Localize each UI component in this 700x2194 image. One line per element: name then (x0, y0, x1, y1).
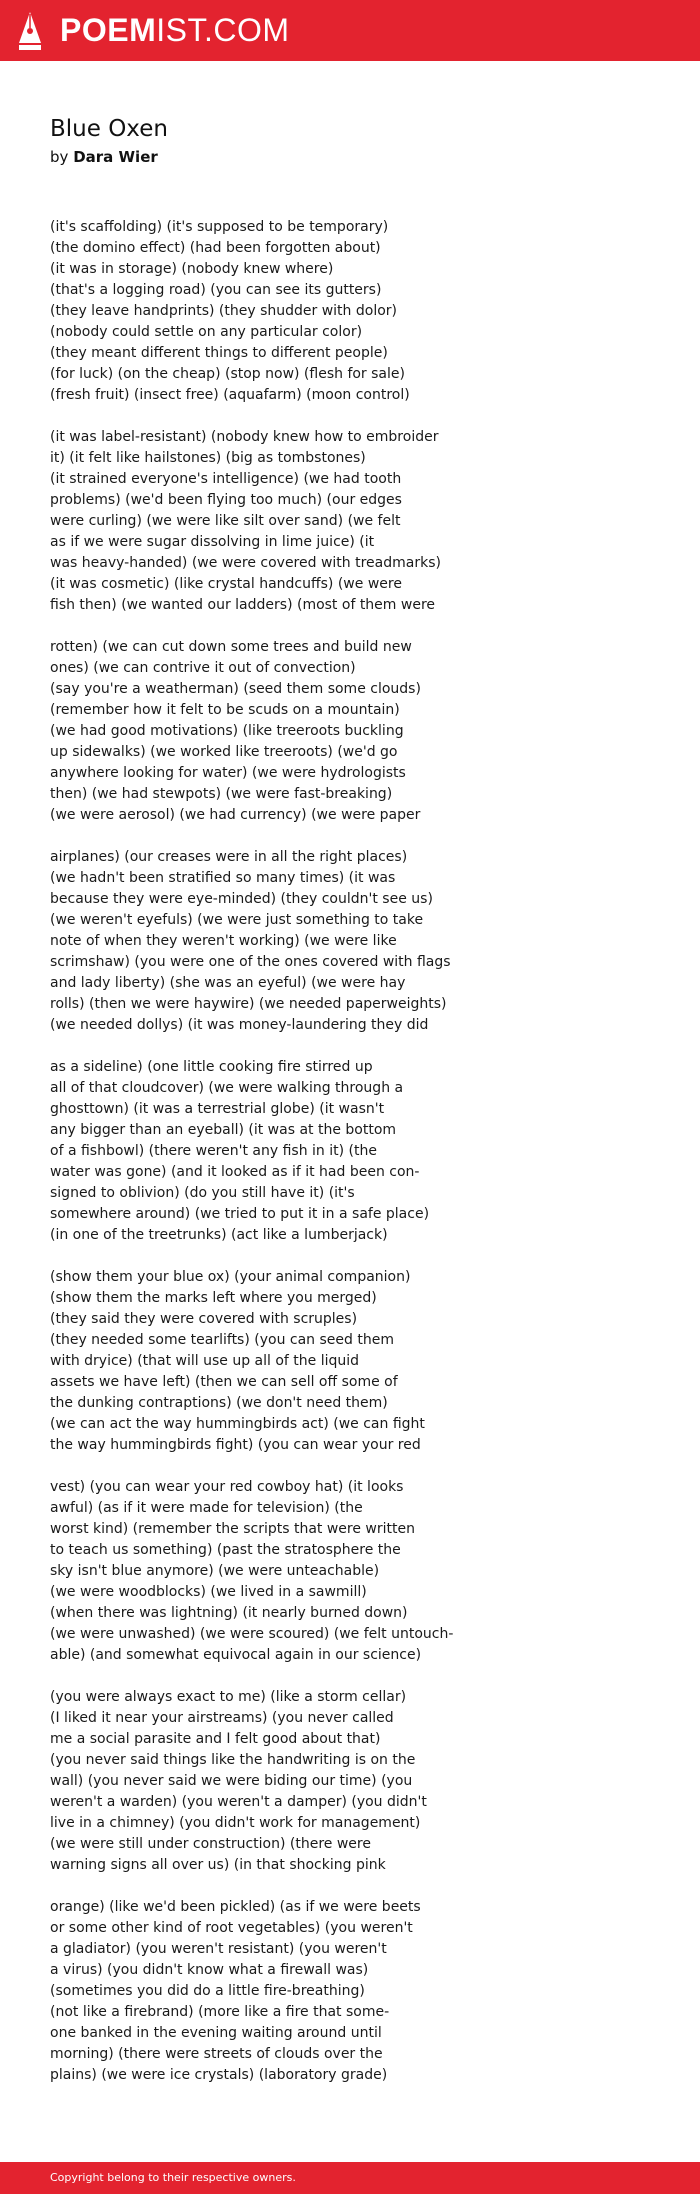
copyright-notice: Copyright belong to their respective owners. (50, 2171, 296, 2184)
poem-line: (it was label-resistant) (nobody knew how to embroider (50, 429, 439, 445)
stanza (50, 1267, 650, 1456)
poem-line: (for luck) (on the cheap) (stop now) (flesh for sale) (50, 366, 405, 382)
poem-line: as a sideline) (one little cooking fire stirred up (50, 1059, 373, 1075)
stanza (50, 1897, 650, 2086)
poem-line: was heavy-handed) (we were covered with treadmarks) (50, 555, 441, 571)
poem-line: (that's a logging road) (you can see its gutters) (50, 282, 382, 298)
logo-bold-text: POEM (60, 12, 157, 48)
poem-line: (we weren't eyefuls) (we were just something to take (50, 912, 424, 928)
poem-line: (we were still under construction) (there were (50, 1836, 371, 1852)
poem-line: (in one of the treetrunks) (act like a lumberjack) (50, 1227, 388, 1243)
poem-line: or some other kind of root vegetables) (you weren't (50, 1920, 413, 1936)
poem-line: warning signs all over us) (in that shocking pink (50, 1857, 386, 1873)
poem-line: and lady liberty) (she was an eyeful) (we were hay (50, 975, 406, 991)
stanza (50, 1477, 650, 1666)
poem-body (50, 217, 650, 2086)
stanza (50, 217, 650, 406)
poem-line: (we were unwashed) (we were scoured) (we felt untouch- (50, 1626, 454, 1642)
poem-line: (we can act the way hummingbirds act) (we can fight (50, 1416, 425, 1432)
poem-line: (it's scaffolding) (it's supposed to be temporary) (50, 219, 389, 235)
poem-line: (you were always exact to me) (like a storm cellar) (50, 1689, 407, 1705)
stanza-break (50, 406, 650, 427)
poem-line: (it strained everyone's intelligence) (we had tooth (50, 471, 402, 487)
stanza-break (50, 1876, 650, 1897)
poem-line: plains) (we were ice crystals) (laboratory grade) (50, 2067, 388, 2083)
poem-line: vest) (you can wear your red cowboy hat) (it looks (50, 1479, 404, 1495)
poem-line: me a social parasite and I felt good about that) (50, 1731, 381, 1747)
stanza (50, 847, 650, 1036)
poem-line: a virus) (you didn't know what a firewall was) (50, 1962, 369, 1978)
poem-line: to teach us something) (past the stratosphere the (50, 1542, 401, 1558)
poem-line: as if we were sugar dissolving in lime juice) (it (50, 534, 375, 550)
logo-regular-text: IST.COM (156, 12, 290, 48)
poem-line: rolls) (then we were haywire) (we needed paperweights) (50, 996, 447, 1012)
poem-line: water was gone) (and it looked as if it had been con- (50, 1164, 420, 1180)
poem-line: wall) (you never said we were biding our time) (you (50, 1773, 413, 1789)
poem-line: then) (we had stewpots) (we were fast-breaking) (50, 786, 393, 802)
poem-line: (they leave handprints) (they shudder with dolor) (50, 303, 397, 319)
poem-line: (sometimes you did do a little fire-breathing) (50, 1983, 365, 1999)
poem-line: airplanes) (our creases were in all the right places) (50, 849, 408, 865)
byline (50, 147, 158, 167)
poem-line: (we had good motivations) (like treeroots buckling (50, 723, 404, 739)
poem-line: (we hadn't been stratified so many times) (it was (50, 870, 396, 886)
poem-line: anywhere looking for water) (we were hydrologists (50, 765, 406, 781)
poem-line: (they needed some tearlifts) (you can seed them (50, 1332, 394, 1348)
poem-line: with dryice) (that will use up all of the liquid (50, 1353, 360, 1369)
poem-line: problems) (we'd been flying too much) (our edges (50, 492, 402, 508)
poem-line: live in a chimney) (you didn't work for management) (50, 1815, 421, 1831)
poem-line: (we were woodblocks) (we lived in a sawmill) (50, 1584, 367, 1600)
poem-line: (I liked it near your airstreams) (you never called (50, 1710, 394, 1726)
stanza (50, 637, 650, 826)
poem-line: up sidewalks) (we worked like treeroots) (we'd go (50, 744, 398, 760)
stanza-break (50, 616, 650, 637)
stanza-break (50, 1246, 650, 1267)
poem-line: (you never said things like the handwriting is on the (50, 1752, 416, 1768)
poem-line: (they said they were covered with scruples) (50, 1311, 358, 1327)
poem-line: (we needed dollys) (it was money-laundering they did (50, 1017, 429, 1033)
poem-line: note of when they weren't working) (we were like (50, 933, 397, 949)
site-header (0, 0, 700, 61)
poem-line: were curling) (we were like silt over sand) (we felt (50, 513, 401, 529)
poem-line: all of that cloudcover) (we were walking through a (50, 1080, 404, 1096)
poem-line: somewhere around) (we tried to put it in a safe place) (50, 1206, 430, 1222)
stanza-break (50, 1036, 650, 1057)
poem-line: (show them your blue ox) (your animal companion) (50, 1269, 411, 1285)
poem-title: Blue Oxen (50, 116, 168, 142)
poem-line: because they were eye-minded) (they couldn't see us) (50, 891, 433, 907)
poem-line: sky isn't blue anymore) (we were unteachable) (50, 1563, 380, 1579)
site-footer (0, 2162, 700, 2194)
stanza (50, 1687, 650, 1876)
poem-line: fish then) (we wanted our ladders) (most of them were (50, 597, 436, 613)
poem-line: (it was cosmetic) (like crystal handcuffs) (we were (50, 576, 402, 592)
poem-line: worst kind) (remember the scripts that were written (50, 1521, 415, 1537)
poem-line: signed to oblivion) (do you still have it) (it's (50, 1185, 355, 1201)
stanza-break (50, 1456, 650, 1477)
poem-line: any bigger than an eyeball) (it was at the bottom (50, 1122, 397, 1138)
stanza (50, 427, 650, 616)
poem-line: morning) (there were streets of clouds over the (50, 2046, 383, 2062)
poem-line: scrimshaw) (you were one of the ones covered with flags (50, 954, 451, 970)
poem-line: a gladiator) (you weren't resistant) (you weren't (50, 1941, 387, 1957)
poem-line: the way hummingbirds fight) (you can wear your red (50, 1437, 421, 1453)
poem-line: weren't a warden) (you weren't a damper) (you didn't (50, 1794, 427, 1810)
poem-line: (the domino effect) (had been forgotten about) (50, 240, 381, 256)
poem-line: orange) (like we'd been pickled) (as if we were beets (50, 1899, 421, 1915)
poem-line: the dunking contraptions) (we don't need them) (50, 1395, 388, 1411)
pen-nib-logo-icon[interactable] (16, 10, 44, 52)
poem-line: (it was in storage) (nobody knew where) (50, 261, 334, 277)
author-name[interactable]: Dara Wier (73, 148, 158, 166)
by-label: by (50, 148, 69, 166)
poem-line: of a fishbowl) (there weren't any fish in it) (the (50, 1143, 377, 1159)
poem-line: one banked in the evening waiting around until (50, 2025, 382, 2041)
poem-line: awful) (as if it were made for television) (the (50, 1500, 363, 1516)
poem-line: ones) (we can contrive it out of convection) (50, 660, 356, 676)
poem-line: (remember how it felt to be scuds on a mountain) (50, 702, 400, 718)
poem-line: (show them the marks left where you merged) (50, 1290, 377, 1306)
poem-line: (fresh fruit) (insect free) (aquafarm) (moon control) (50, 387, 410, 403)
site-logo[interactable] (60, 12, 290, 48)
poem-line: (we were aerosol) (we had currency) (we were paper (50, 807, 421, 823)
poem-line: assets we have left) (then we can sell off some of (50, 1374, 398, 1390)
poem-line: (nobody could settle on any particular color) (50, 324, 363, 340)
stanza-break (50, 826, 650, 847)
poem-line: able) (and somewhat equivocal again in our science) (50, 1647, 422, 1663)
poem-line: ghosttown) (it was a terrestrial globe) (it wasn't (50, 1101, 385, 1117)
poem-line: it) (it felt like hailstones) (big as tombstones) (50, 450, 366, 466)
poem-line: rotten) (we can cut down some trees and build new (50, 639, 412, 655)
poem-line: (not like a firebrand) (more like a fire that some- (50, 2004, 390, 2020)
poem-line: (say you're a weatherman) (seed them some clouds) (50, 681, 421, 697)
poem-line: (when there was lightning) (it nearly burned down) (50, 1605, 408, 1621)
stanza-break (50, 1666, 650, 1687)
poem-line: (they meant different things to different people) (50, 345, 388, 361)
stanza (50, 1057, 650, 1246)
